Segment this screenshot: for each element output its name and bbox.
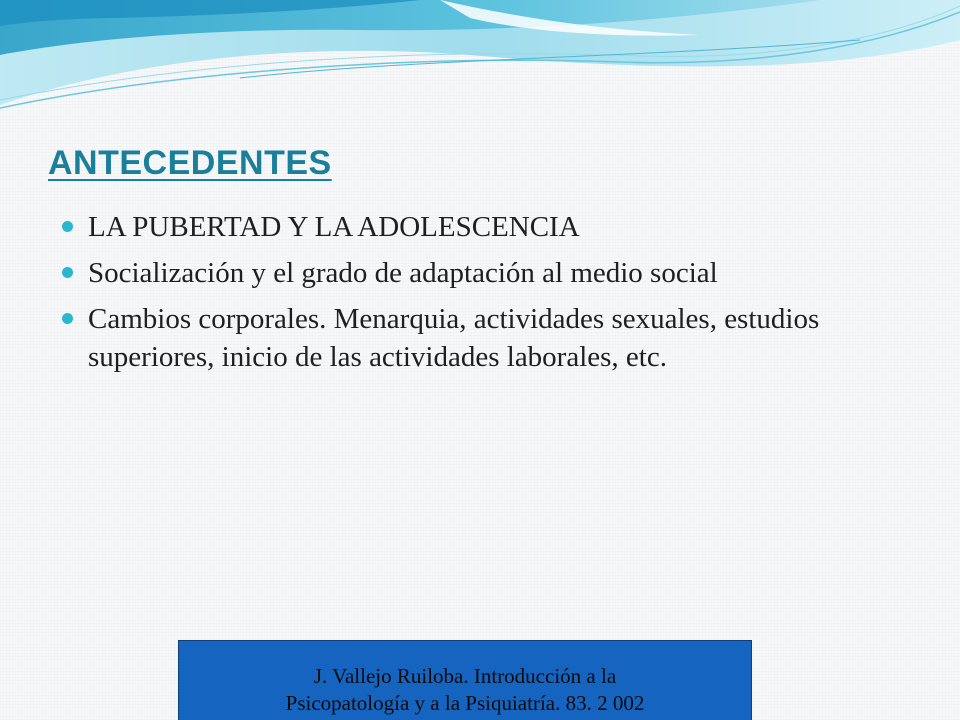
citation-box <box>178 640 752 720</box>
citation-line-1: J. Vallejo Ruiloba. Introducción a la <box>313 664 617 688</box>
bullet-item <box>58 254 918 292</box>
bullet-marker-icon <box>62 221 73 232</box>
bullet-text: Cambios corporales. Menarquia, actividades sexuales, estudios superiores, inicio de las actividades laborales, etc. <box>88 303 820 373</box>
header-wave-decoration <box>0 0 960 120</box>
bullet-item <box>58 208 918 246</box>
slide-title: ANTECEDENTES <box>48 144 332 182</box>
bullet-list <box>58 208 918 384</box>
bullet-text: LA PUBERTAD Y LA ADOLESCENCIA <box>88 211 580 243</box>
bullet-text: Socialización y el grado de adaptación al medio social <box>88 257 718 289</box>
bullet-item <box>58 300 918 376</box>
bullet-marker-icon <box>62 267 73 278</box>
bullet-marker-icon <box>62 313 73 324</box>
citation-line-2: Psicopatología y a la Psiquiatría. 83. 2 002 <box>285 691 645 715</box>
